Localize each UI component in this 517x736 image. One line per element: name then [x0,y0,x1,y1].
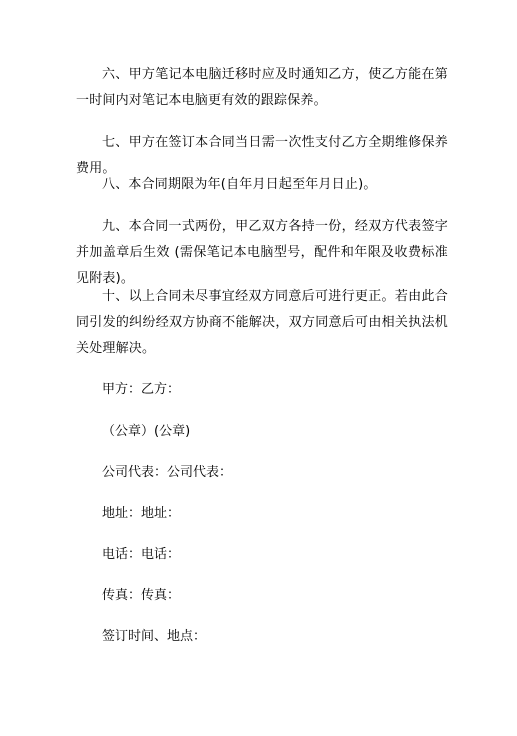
clause-9: 九、本合同一式两份，甲乙双方各持一份，经双方代表签字并加盖章后生效 (需保笔记本电脑型号，配件和年限及收费标准见附表)。 [76,219,448,286]
signature-time-place: 签订时间、地点： [102,629,207,644]
signature-address: 地址：地址： [102,506,181,521]
signature-parties: 甲方：乙方： [102,382,181,397]
signature-fax: 传真：传真： [102,588,181,603]
clause-8: 八、本合同期限为年(自年月日起至年月日止)。 [102,177,377,192]
signature-representatives: 公司代表：公司代表： [102,465,233,480]
clause-10: 十、以上合同未尽事宜经双方同意后可进行更正。若由此合同引发的纠纷经双方协商不能解决，双方同意后可由相关执法机关处理解决。 [76,289,448,356]
signature-seal: （公章）(公章) [102,424,191,439]
clause-7: 七、甲方在签订本合同当日需一次性支付乙方全期维修保养费用。 [76,135,448,176]
signature-phone: 电话：电话： [102,547,181,562]
clause-6: 六、甲方笔记本电脑迁移时应及时通知乙方，使乙方能在第一时间内对笔记本电脑更有效的跟踪保养。 [76,67,448,108]
